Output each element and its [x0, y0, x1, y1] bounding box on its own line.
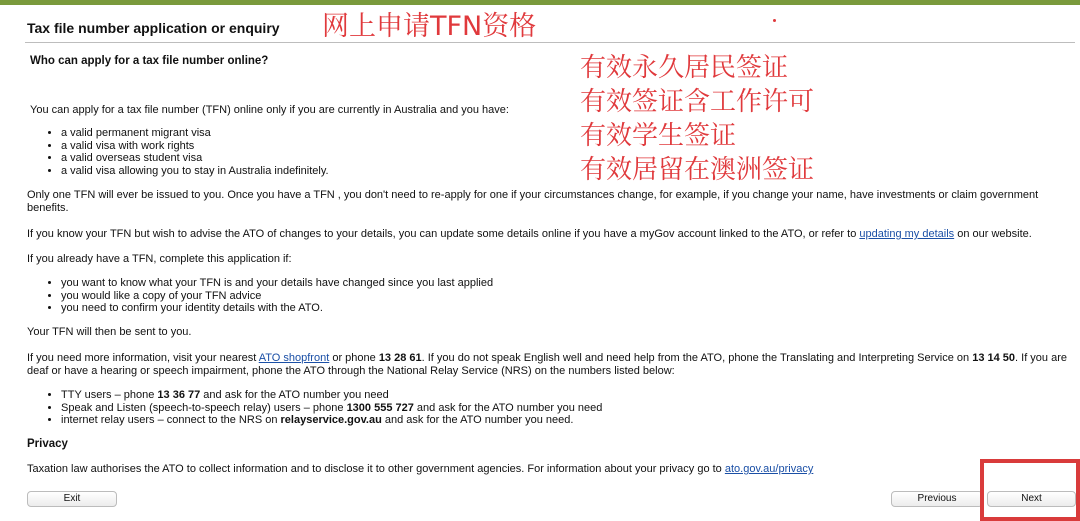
- eligibility-intro: You can apply for a tax file number (TFN) online only if you are currently in Australia and you have:: [30, 104, 509, 116]
- list-item: • a valid permanent migrant visa: [61, 127, 329, 140]
- previous-button[interactable]: Previous: [891, 491, 983, 507]
- info-text-1: If you need more information, visit your nearest: [27, 352, 259, 364]
- page-title: Tax file number application or enquiry: [27, 20, 280, 36]
- list-item: • you want to know what your TFN is and your details have changed since you last applied: [61, 277, 493, 290]
- annotation-line-1: 有效永久居民签证: [580, 53, 789, 83]
- annotation-dot: [773, 19, 776, 22]
- one-tfn-paragraph: Only one TFN will ever be issued to you. Once you have a TFN , you don't need to re-apply for one if your circumstances change, for example, if you change your name, have investments or claim government benefits.: [27, 189, 1039, 214]
- ato-shopfront-link[interactable]: ATO shopfront: [258, 352, 330, 364]
- info-text-2: or phone: [329, 352, 379, 364]
- list-item: • a valid visa with work rights: [61, 140, 329, 153]
- update-details-text-end: on our website.: [954, 228, 1032, 240]
- tfn-sent-paragraph: Your TFN will then be sent to you.: [27, 326, 192, 338]
- privacy-text: Taxation law authorises the ATO to collect information and to disclose it to other government agencies. For information about your privacy go to: [27, 463, 725, 475]
- phone-number-tis: 13 14 50: [972, 352, 1016, 364]
- visa-list: [27, 127, 329, 177]
- nrs-text: and ask for the ATO number you need: [413, 401, 603, 414]
- nrs-number: 1300 555 727: [346, 401, 414, 414]
- more-information-paragraph: [27, 352, 1075, 378]
- nrs-text: and ask for the ATO number you need: [200, 389, 389, 401]
- privacy-paragraph: [27, 463, 1067, 476]
- update-details-paragraph: [27, 228, 1067, 241]
- already-have-tfn-paragraph: If you already have a TFN, complete this application if:: [27, 253, 292, 265]
- privacy-heading: Privacy: [27, 438, 68, 450]
- list-item: • a valid visa allowing you to stay in Australia indefinitely.: [61, 165, 329, 178]
- annotation-line-4: 有效居留在澳洲签证: [580, 155, 815, 185]
- list-item: [61, 389, 602, 402]
- title-annotation: 网上申请TFN资格: [322, 11, 537, 42]
- nrs-number: 13 36 77: [157, 389, 201, 401]
- list-item: • a valid overseas student visa: [61, 152, 329, 165]
- next-button[interactable]: Next: [987, 491, 1076, 507]
- list-item: [61, 402, 602, 415]
- section-heading: Who can apply for a tax file number online?: [30, 55, 269, 67]
- nrs-list: [27, 389, 602, 427]
- list-item: • you would like a copy of your TFN advice: [61, 290, 493, 303]
- privacy-link[interactable]: ato.gov.au/privacy: [724, 463, 814, 475]
- reasons-list: [27, 277, 493, 315]
- exit-button[interactable]: Exit: [27, 491, 117, 507]
- update-details-text: If you know your TFN but wish to advise the ATO of changes to your details, you can update some details online if you have a myGov account linked to the ATO, or refer to: [27, 228, 860, 240]
- info-text-4: . If you are deaf or have a hearing or speech impairment, phone the ATO through the National Relay Service (NRS) on the numbers listed below:: [27, 352, 1068, 377]
- updating-my-details-link[interactable]: updating my details: [859, 228, 955, 240]
- list-item: [61, 414, 602, 427]
- info-text-3: . If you do not speak English well and need help from the ATO, phone the Translating and Interpreting Service on: [421, 352, 973, 364]
- phone-number: 13 28 61: [378, 352, 422, 364]
- nrs-website: relayservice.gov.au: [280, 414, 382, 426]
- annotation-line-2: 有效签证含工作许可: [580, 87, 815, 117]
- top-accent-bar: [0, 0, 1080, 5]
- nrs-text: TTY users – phone: [61, 389, 158, 401]
- nrs-text: and ask for the ATO number you need.: [381, 414, 574, 426]
- annotation-line-3: 有效学生签证: [580, 121, 737, 151]
- next-highlight-box: [980, 459, 1080, 521]
- nrs-text: Speak and Listen (speech-to-speech relay) users – phone: [61, 401, 347, 414]
- title-divider: [25, 42, 1075, 43]
- list-item: • you need to confirm your identity details with the ATO.: [61, 302, 493, 315]
- nrs-text: internet relay users – connect to the NRS on: [61, 414, 281, 426]
